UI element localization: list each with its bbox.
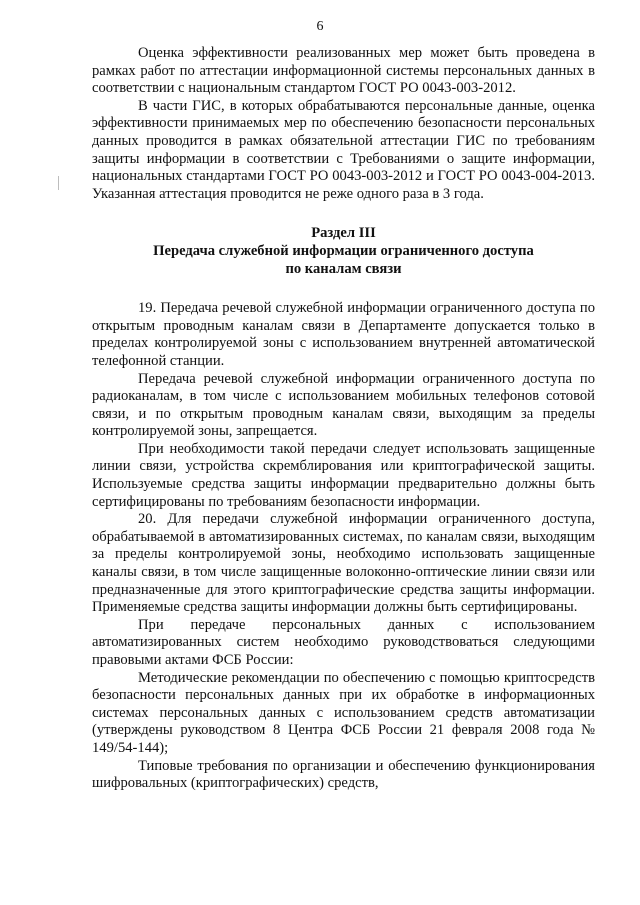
- paragraph: При передаче персональных данных с использованием автоматизированных систем необходимо руководствоваться следующими правовыми актами ФСБ России:: [92, 616, 595, 668]
- paragraph: Передача речевой служебной информации ограниченного доступа по радиоканалам, в том числе с использованием мобильных телефонов сотовой связи, и по открытым проводным каналам связи, выходящим за пределы контролируемой зоны, запрещается.: [92, 370, 595, 440]
- paragraph: Типовые требования по организации и обеспечению функционирования шифровальных (криптографических) средств,: [92, 757, 595, 792]
- margin-mark: [58, 176, 59, 190]
- paragraph: 20. Для передачи служебной информации ограниченного доступа, обрабатываемой в автоматизированных системах, по каналам связи, выходящим за пределы контролируемой зоны, необходимо использовать защищенные каналы связи, в том числе защищенные волоконно-оптические линии связи или предназначенные для этого криптографические средства защиты информации. Применяемые средства защиты информации должны быть сертифицированы.: [92, 511, 595, 616]
- section-number: Раздел III: [311, 225, 376, 242]
- paragraph: При необходимости такой передачи следует использовать защищенные линии связи, устройства скремблирования или криптографической защиты. Используемые средства защиты информации предварительно должны быть сертифицированы по требованиям безопасности информации.: [92, 440, 595, 510]
- section-title-line: Передача служебной информации ограниченного доступа: [153, 242, 534, 259]
- paragraph: В части ГИС, в которых обрабатываются персональные данные, оценка эффективности принимаемых мер по обеспечению безопасности персональных данных проводится в рамках обязательной аттестации ГИС по требованиям защиты информации в соответствии с Требованиями о защите информации, национальных стандартами ГОСТ РО 0043-003-2012 и ГОСТ РО 0043-004-2013. Указанная аттестация проводится не реже одного раза в 3 года.: [92, 97, 595, 202]
- paragraph: Методические рекомендации по обеспечению с помощью криптосредств безопасности персональных данных при их обработке в информационных системах персональных данных с использованием средств автоматизации (утверждены руководством 8 Центра ФСБ России 21 февраля 2008 года № 149/54-144);: [92, 669, 595, 756]
- paragraph: 19. Передача речевой служебной информации ограниченного доступа по открытым проводным каналам связи в Департаменте допускается только в пределах контролируемой зоны с использованием внутренней автоматической телефонной станции.: [92, 300, 595, 369]
- paragraph: Оценка эффективности реализованных мер может быть проведена в рамках работ по аттестации информационной системы персональных данных в соответствии с национальным стандартом ГОСТ РО 0043-003-2012.: [92, 45, 595, 97]
- section-heading: [92, 225, 595, 278]
- section-title-line: по каналам связи: [285, 260, 402, 277]
- document-body: [92, 45, 595, 793]
- page-number: 6: [316, 19, 324, 34]
